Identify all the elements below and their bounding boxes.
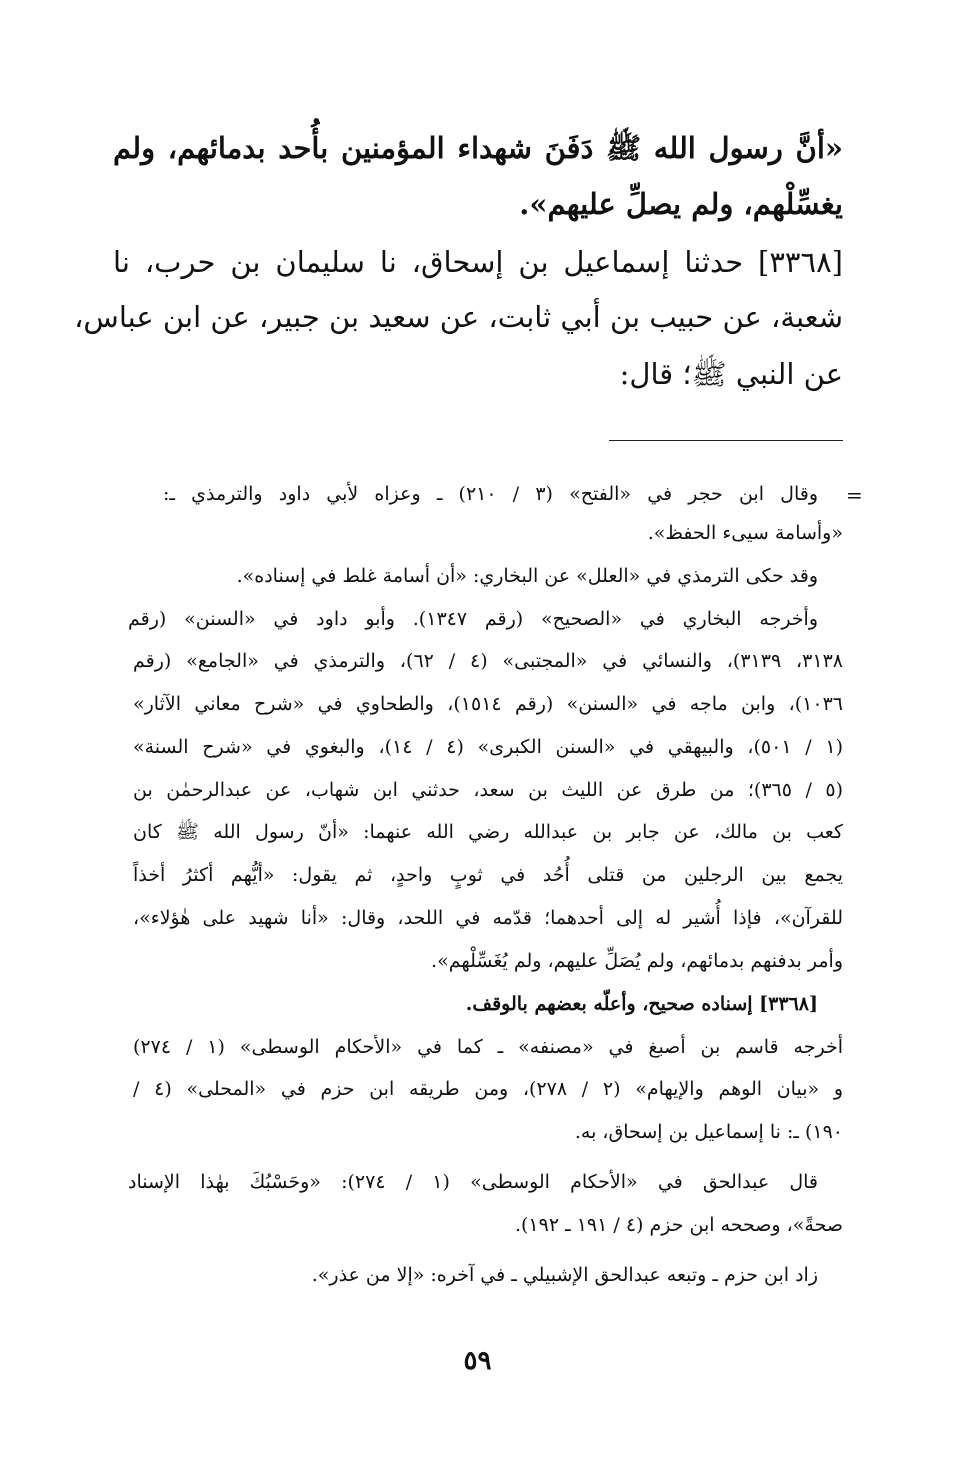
footnote-line: ١٩٠) ـ: نا إسماعيل بن إسحاق، به.	[574, 1121, 843, 1143]
footnote-continuation-mark: =	[846, 483, 863, 507]
main-text-line: «أنَّ رسول الله ﷺ دَفَنَ شهداء المؤمنين بأُحد بدمائهم، ولم	[113, 131, 843, 165]
footnote-line: وقد حكى الترمذي في «العلل» عن البخاري: «أن أسامة غلط في إسناده».	[236, 565, 818, 587]
footnote-line: ١٠٣٦)، وابن ماجه في «السنن» (رقم ١٥١٤)، والطحاوي في «شرح معاني الآثار»	[133, 693, 843, 715]
page-number: ٥٩	[463, 1346, 492, 1376]
footnote-line: يجمع بين الرجلين من قتلى أُحُد في ثوبٍ واحدٍ، ثم يقول: «أيُّهم أكثرُ أخذاً	[133, 864, 843, 886]
main-text-line: عن النبي ﷺ؛ قال:	[619, 357, 843, 391]
footnote-line: وأخرجه البخاري في «الصحيح» (رقم ١٣٤٧). وأبو داود في «السنن» (رقم	[128, 608, 819, 630]
main-text-line: شعبة، عن حبيب بن أبي ثابت، عن سعيد بن جبير، عن ابن عباس،	[74, 300, 843, 334]
footnote-line: زاد ابن حزم ـ وتبعه عبدالحق الإشبيلي ـ في آخره: «إلا من عذر».	[311, 1264, 818, 1286]
footnote-line: قال عبدالحق في «الأحكام الوسطى» (١ / ٢٧٤): «وحَسْبُكَ بهٰذا الإسناد	[128, 1171, 819, 1193]
footnote-line: للقرآن»، فإذا أُشير له إلى أحدهما؛ قدّمه في اللحد، وقال: «أنا شهيد على هٰؤلاء»،	[133, 907, 843, 929]
main-text-line: يغسِّلْهم، ولم يصلِّ عليهم».	[519, 187, 843, 221]
footnote-line: وأمر بدفنهم بدمائهم، ولم يُصَلِّ عليهم، ولم يُغَسِّلْهم».	[431, 950, 843, 972]
footnote-line: (٥ / ٣٦٥)؛ من طرق عن الليث بن سعد، حدثني ابن شهاب، عن عبدالرحمٰن بن	[133, 779, 844, 801]
footnote-line: وقال ابن حجر في «الفتح» (٣ / ٢١٠) ـ وعزاه لأبي داود والترمذي ـ:	[163, 483, 818, 505]
footnote-line: كعب بن مالك، عن جابر بن عبدالله رضي الله عنهما: «أنّ رسول الله ﷺ كان	[133, 821, 843, 843]
footnote-line: (١ / ٥٠١)، والبيهقي في «السنن الكبرى» (٤ / ١٤)، والبغوي في «شرح السنة»	[133, 736, 843, 758]
footnote-line: [٣٣٦٨] إسناده صحيح، وأعلّه بعضهم بالوقف.	[465, 993, 818, 1015]
footnote-line: «وأسامة سيىء الحفظ».	[647, 522, 843, 544]
footnote-line: صحةً»، وصححه ابن حزم (٤ / ١٩١ ـ ١٩٢).	[514, 1214, 843, 1236]
main-text-line: [٣٣٦٨] حدثنا إسماعيل بن إسحاق، نا سليمان بن حرب، نا	[113, 245, 843, 279]
footnote-divider	[609, 440, 843, 441]
footnote-line: و «بيان الوهم والإيهام» (٢ / ٢٧٨)، ومن طريقه ابن حزم في «المحلى» (٤ /	[133, 1078, 843, 1100]
footnote-line: أخرجه قاسم بن أصبغ في «مصنفه» ـ كما في «الأحكام الوسطى» (١ / ٢٧٤)	[133, 1036, 843, 1058]
footnote-line: ٣١٣٨، ٣١٣٩)، والنسائي في «المجتبى» (٤ / ٦٢)، والترمذي في «الجامع» (رقم	[133, 650, 843, 672]
